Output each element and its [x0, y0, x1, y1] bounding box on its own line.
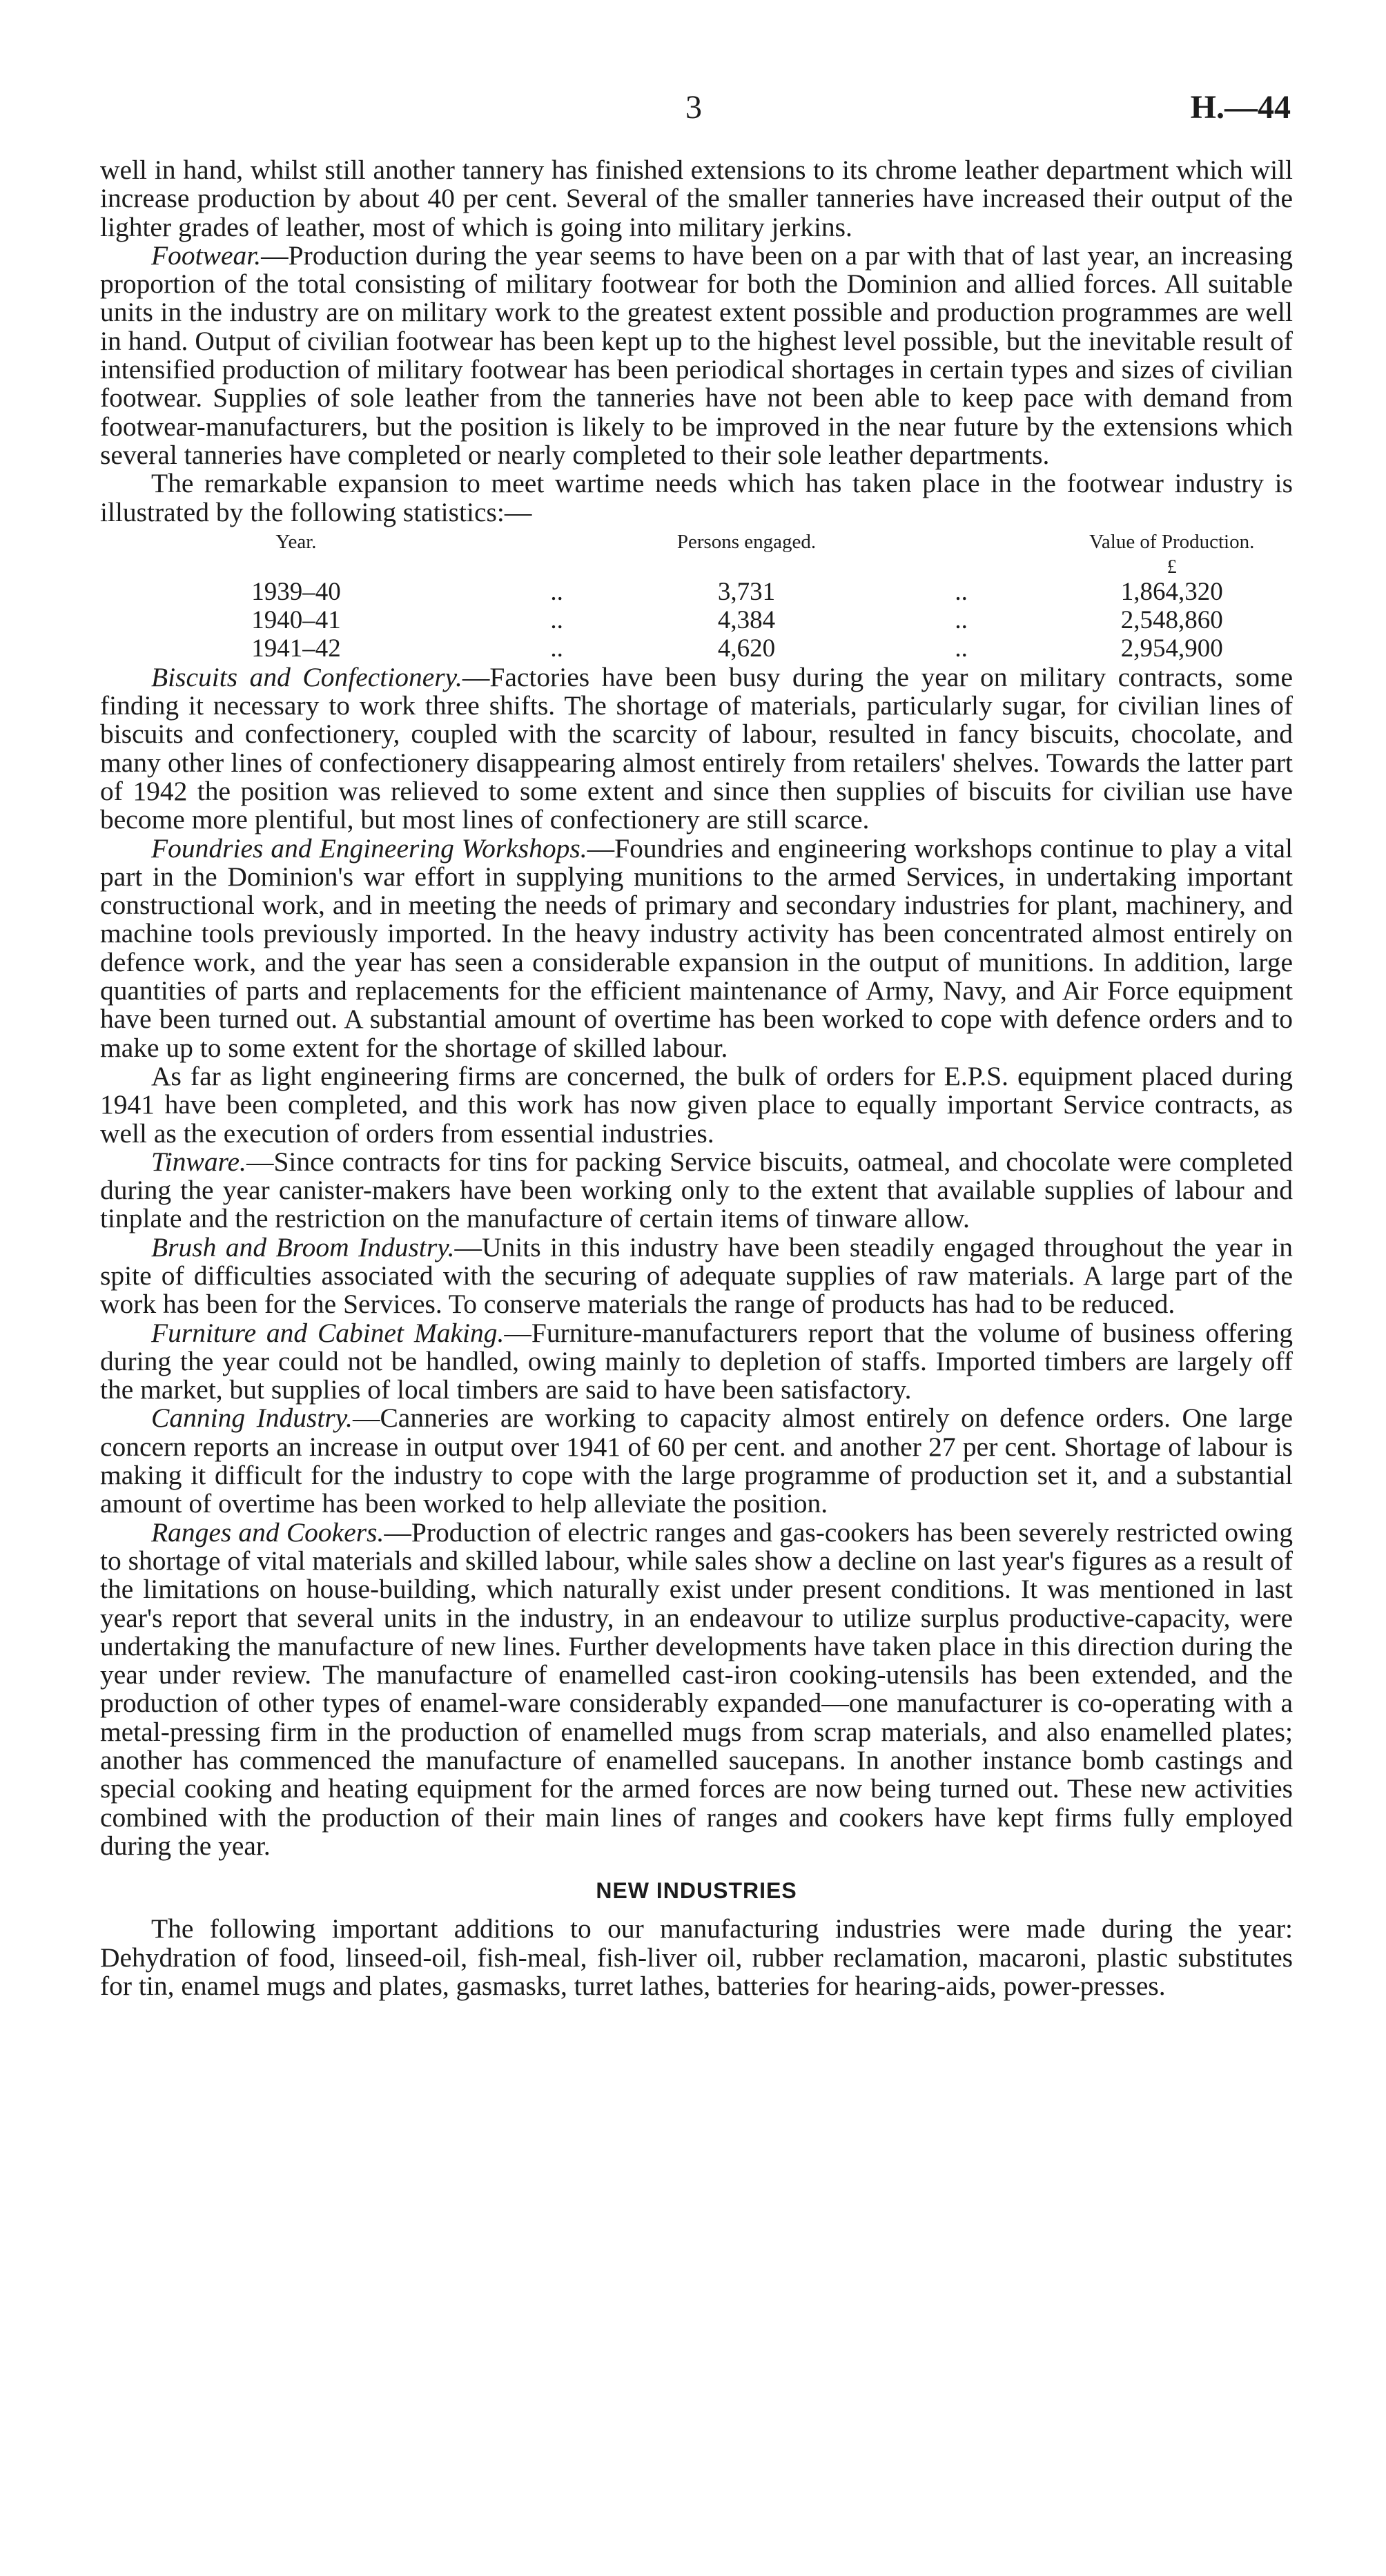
currency-row	[100, 557, 1293, 578]
furniture-text: —Furniture-manufacturers report that the volume of business offering during the year could not be handled, owing mainly to depletion of staffs. Imported timbers are largely off the market, but supplies of local timbers are said to have been satisfactory.	[100, 1317, 1293, 1405]
paragraph-brush	[100, 1233, 1293, 1319]
row-year: 1940–41	[251, 606, 341, 635]
table-row	[100, 634, 1293, 663]
row-value: 2,954,900	[1120, 634, 1223, 663]
foundries-heading: Foundries and Engineering Workshops.	[151, 832, 587, 863]
ranges-heading: Ranges and Cookers.	[151, 1516, 384, 1548]
leader-dots: ..	[955, 577, 968, 606]
leader-dots: ..	[550, 577, 563, 606]
row-persons: 4,620	[717, 634, 776, 663]
foundries-text: —Foundries and engineering workshops continue to play a vital part in the Dominion's war effort in supplying munitions to the armed Services, in undertaking important constructional work, and in meeting the needs of primary and secondary industries for plant, machinery, and machine tools previously imported. In the heavy industry activity has been concentrated almost entirely on defence work, and the year has seen a considerable expansion in the output of munitions. In addition, large quantities of parts and replacements for the efficient maintenance of Army, Navy, and Air Force equipment have been turned out. A substantial amount of overtime has been worked to cope with defence orders and to make up to some extent for the shortage of skilled labour.	[100, 832, 1293, 1063]
paragraph-foundries	[100, 832, 1293, 1063]
row-year: 1941–42	[251, 634, 341, 663]
table-row	[100, 606, 1293, 634]
ranges-text: —Production of electric ranges and gas-cookers has been severely restricted owing to shortage of vital materials and skilled labour, while sales show a decline on last year's figures as a result of the limitations on house-building, which naturally exist under present conditions. It was mentioned in last year's report that several units in the industry, in an endeavour to utilize surplus productive-capacity, were undertaking the manufacture of new lines. Further developments have taken place in this direction during the year under review. The manufacture of enamelled cast-iron cooking-utensils has been extended, and the production of other types of enamel-ware considerably expanded—one manufacturer is co-operating with a metal-pressing firm in the production of enamelled mugs from scrap materials, and also enamelled plates; another has commenced the manufacture of enamelled saucepans. In another instance bomb castings and special cooking and heating equipment for the armed forces are now being turned out. These new activities combined with the production of their main lines of ranges and cookers have kept firms fully employed during the year.	[100, 1516, 1293, 1861]
header-persons: Persons engaged.	[676, 530, 817, 553]
page-number: 3	[685, 89, 702, 126]
table-row	[100, 578, 1293, 606]
body-text	[100, 156, 1293, 2000]
footwear-heading: Footwear.	[151, 240, 262, 271]
header-year: Year.	[275, 530, 317, 553]
brush-text: —Units in this industry have been steadily engaged throughout the year in spite of difficulties associated with the securing of adequate supplies of raw materials. A large part of the work has been for the Services. To conserve materials the range of products has had to be reduced.	[100, 1231, 1294, 1320]
biscuits-heading: Biscuits and Confectionery.	[151, 661, 462, 692]
furniture-heading: Furniture and Cabinet Making.	[151, 1317, 505, 1348]
paragraph-new-industries: The following important additions to our manufacturing industries were made during the year: Dehydration of food, linseed-oil, fish-meal, fish-liver oil, rubber reclamation, macaroni, plastic substitutes for tin, enamel mugs and plates, gasmasks, turret lathes, batteries for hearing-aids, power-presses.	[100, 1913, 1293, 2001]
paragraph-tinware	[100, 1148, 1293, 1233]
row-persons: 3,731	[717, 577, 776, 606]
document-code: H.—44	[1190, 89, 1291, 126]
paragraph-biscuits	[100, 663, 1293, 835]
section-heading-new-industries: NEW INDUSTRIES	[596, 1878, 797, 1904]
brush-heading: Brush and Broom Industry.	[151, 1231, 455, 1262]
leader-dots: ..	[550, 634, 563, 663]
footwear-text: —Production during the year seems to have been on a par with that of last year, an increasing proportion of the total consisting of military footwear for both the Dominion and allied forces. All suitable units in the industry are on military work to the greatest extent possible and production programmes are well in hand. Output of civilian footwear has been kept up to the highest level possible, but the inevitable result of intensified production of military footwear has been periodical shortages in certain types and sizes of civilian footwear. Supplies of sole leather from the tanneries have not been able to keep pace with demand from footwear-manufacturers, but the position is likely to be improved in the near future by the extensions which several tanneries have completed or nearly completed to their sole leather departments.	[100, 240, 1293, 470]
tinware-text: —Since contracts for tins for packing Service biscuits, oatmeal, and chocolate were completed during the year canister-makers have been working only to the extent that available supplies of labour and tinplate and the restriction on the manufacture of certain items of tinware allow.	[100, 1146, 1293, 1234]
leader-dots: ..	[955, 606, 968, 635]
row-value: 1,864,320	[1120, 577, 1223, 606]
row-persons: 4,384	[717, 606, 776, 635]
paragraph-ranges	[100, 1516, 1293, 1861]
paragraph-expansion: The remarkable expansion to meet wartime needs which has taken place in the footwear industry is illustrated by the following statistics:—	[100, 468, 1293, 527]
row-value: 2,548,860	[1120, 606, 1223, 635]
footwear-statistics-table	[100, 527, 1293, 663]
leader-dots: ..	[955, 634, 968, 663]
currency-symbol: £	[1167, 556, 1177, 578]
tinware-heading: Tinware.	[151, 1146, 246, 1177]
paragraph-furniture	[100, 1319, 1293, 1405]
paragraph-tannery: well in hand, whilst still another tannery has finished extensions to its chrome leather department which will increase production by about 40 per cent. Several of the smaller tanneries have increased their output of the lighter grades of leather, most of which is going into military jerkins.	[100, 155, 1293, 242]
leader-dots: ..	[550, 606, 563, 635]
paragraph-footwear	[100, 242, 1293, 469]
biscuits-text: —Factories have been busy during the year on military contracts, some finding it necessary to work three shifts. The shortage of materials, particularly sugar, for civilian lines of biscuits and confectionery, coupled with the scarcity of labour, resulted in fancy biscuits, chocolate, and many other lines of confectionery disappearing almost entirely from retailers' shelves. Towards the latter part of 1942 the position was relieved to some extent and since then supplies of biscuits for civilian use have become more plentiful, but most lines of confectionery are still scarce.	[100, 661, 1293, 835]
table-header-row	[100, 527, 1293, 557]
paragraph-light-engineering: As far as light engineering firms are concerned, the bulk of orders for E.P.S. equipment placed during 1941 have been completed, and this work has now given place to equally important Service contracts, as well as the execution of orders from essential industries.	[100, 1060, 1293, 1149]
paragraph-canning	[100, 1404, 1293, 1518]
row-year: 1939–40	[251, 577, 341, 606]
canning-text: —Canneries are working to capacity almost entirely on defence orders. One large concern reports an increase in output over 1941 of 60 per cent. and another 27 per cent. Shortage of labour is making it difficult for the industry to cope with the large programme of production set it, and a substantial amount of overtime has been worked to help alleviate the position.	[100, 1403, 1293, 1519]
canning-heading: Canning Industry.	[151, 1403, 353, 1434]
header-value: Value of Production.	[1089, 530, 1255, 553]
